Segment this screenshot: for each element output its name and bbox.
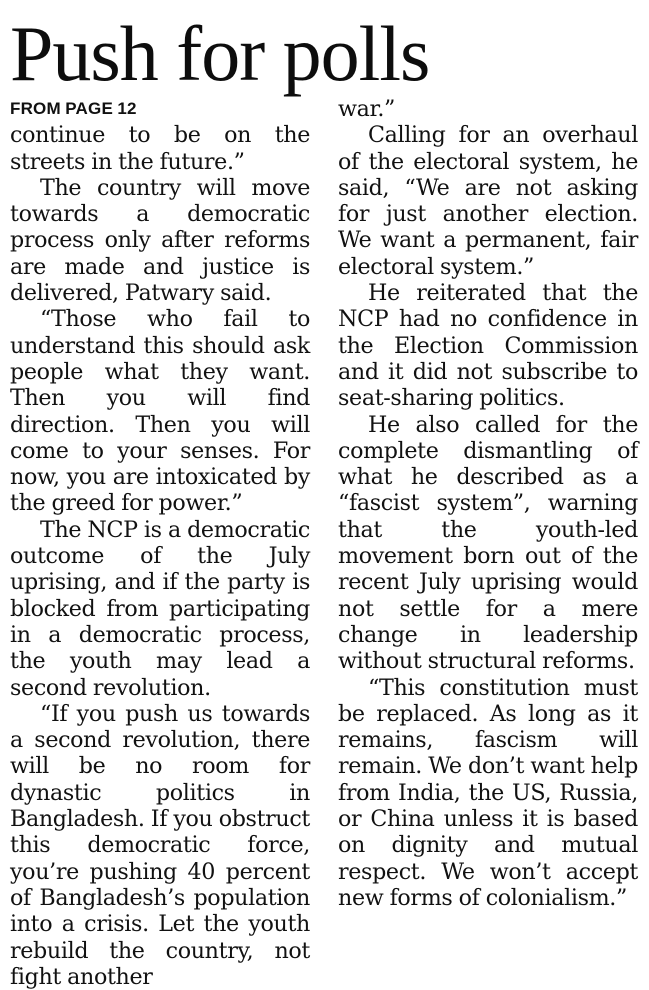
paragraph: He also called for the complete dismantling of what he described as a “fascist system”, warning that the youth-led movement born out of the recent July uprising would not settle for a mere change in leadership without structural reforms. (338, 411, 638, 675)
article-column-left (10, 96, 310, 990)
paragraph: Calling for an overhaul of the electoral system, he said, “We are not asking for just another election. We want a permanent, fair electoral system.” (338, 122, 638, 280)
paragraph: “If you push us towards a second revolution, there will be no room for dynastic politics in Bangladesh. If you obstruct this democratic force, you’re pushing 40 percent of Bangladesh’s population into a crisis. Let the youth rebuild the country, not fight another (10, 700, 310, 990)
paragraph: He reiterated that the NCP had no confidence in the Election Commission and it did not subscribe to seat-sharing politics. (338, 280, 638, 412)
paragraph: war.” (338, 96, 396, 122)
paragraph: The country will move towards a democratic process only after reforms are made and justice is delivered, Patwary said. (10, 174, 310, 307)
headline: Push for polls (10, 10, 430, 97)
paragraph: “This constitution must be replaced. As long as it remains, fascism will remain. We don’t want help from India, the US, Russia, or China unless it is based on dignity and mutual respect. We won’t accept new forms of colonialism.” (338, 674, 638, 911)
paragraph: continue to be on the streets in the future.” (10, 122, 310, 175)
paragraph: “Those who fail to understand this should ask people what they want. Then you will find direction. Then you will come to your senses. For now, you are intoxicated by the greed for power.” (10, 306, 310, 517)
paragraph: The NCP is a democratic outcome of the July uprising, and if the party is blocked from participating in a democratic process, the youth may lead a second revolution. (10, 516, 310, 701)
article-column-right (338, 96, 638, 911)
jump-label: FROM PAGE 12 (10, 99, 137, 118)
